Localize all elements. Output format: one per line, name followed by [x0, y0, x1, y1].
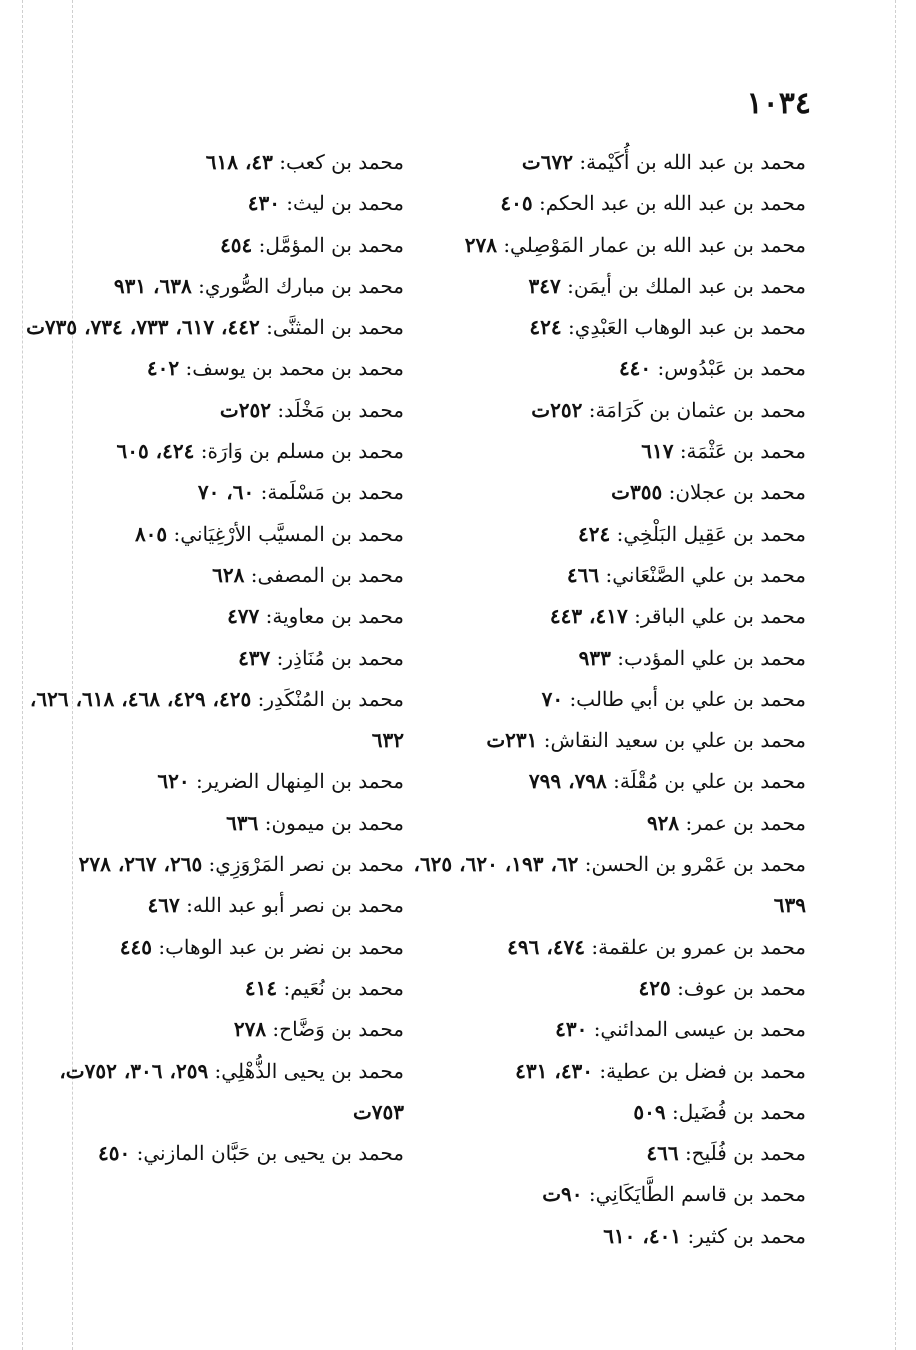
- entry-references: ٤٧٤، ٤٩٦: [507, 934, 586, 959]
- entry-references: ٤٢٥، ٤٢٩، ٤٦٨، ٦١٨، ٦٢٦، ٦٣٢: [29, 686, 404, 753]
- entry-name: محمد بن يحيى بن حَبَّان المازني:: [136, 1141, 404, 1166]
- entry-references: ٦٧٢ت: [521, 150, 573, 174]
- entry-name: محمد بن فُلَيح:: [684, 1141, 806, 1166]
- entry-references: ٨٠٥: [134, 521, 168, 546]
- entry-name: محمد بن كثير:: [687, 1223, 806, 1248]
- entry-references: ٣٤٧: [528, 273, 561, 298]
- index-column-right: [386, 142, 806, 1257]
- index-entry: [386, 266, 806, 307]
- entry-name: محمد بن عوف:: [677, 975, 806, 1000]
- index-entry: [14, 307, 404, 348]
- entry-name: محمد بن عَثْمَة:: [679, 439, 806, 464]
- entry-name: محمد بن المِنهال الضرير:: [195, 769, 404, 794]
- index-entry: [386, 307, 806, 348]
- index-entry: [14, 431, 404, 472]
- index-entry: [386, 596, 806, 637]
- entry-name: محمد بن عبد الوهاب العَبْدِي:: [567, 315, 806, 340]
- entry-name: محمد بن نضر بن عبد الوهاب:: [158, 934, 404, 959]
- entry-references: ٤٥٠: [98, 1141, 131, 1166]
- entry-name: محمد بن فضل بن عطية:: [599, 1058, 806, 1083]
- entry-name: محمد بن مَسْلَمة:: [260, 480, 404, 505]
- index-entry: [14, 1133, 404, 1174]
- entry-references: ٢٣١ت: [486, 728, 538, 753]
- entry-name: محمد بن عَمْرو بن الحسن:: [584, 852, 806, 877]
- entry-references: ٢٧٨: [233, 1017, 267, 1042]
- index-entry: [14, 596, 404, 637]
- entry-name: محمد بن قاسم الطَّايَكَانِي:: [588, 1182, 806, 1207]
- index-entry: [386, 1009, 806, 1050]
- entry-references: ٣٥٥ت: [611, 480, 663, 505]
- index-entry: [14, 266, 404, 307]
- index-entry: [386, 225, 806, 266]
- index-entry: [14, 638, 404, 679]
- entry-name: محمد بن علي المؤدب:: [617, 645, 806, 670]
- entry-references: ٤٤٥: [119, 934, 152, 959]
- entry-references: ٤٢٥: [638, 975, 671, 1000]
- entry-references: ٢٧٨: [464, 232, 497, 257]
- index-entry: [386, 968, 806, 1009]
- entry-name: محمد بن عَقِيل البَلْخِي:: [616, 521, 806, 546]
- entry-references: ٧٩٨، ٧٩٩: [528, 769, 607, 794]
- entry-name: محمد بن ليث:: [286, 191, 404, 216]
- entry-name: محمد بن علي بن مُقْلَة:: [613, 769, 806, 794]
- index-entry: [14, 142, 404, 183]
- entry-name: محمد بن عمرو بن علقمة:: [591, 934, 806, 959]
- index-entry: [14, 183, 404, 224]
- index-entry: [14, 472, 404, 513]
- entry-name: محمد بن علي الصَّنْعَاني:: [605, 562, 806, 587]
- entry-references: ٩٢٨: [646, 810, 680, 835]
- entry-name: محمد بن ميمون:: [264, 810, 404, 835]
- entry-references: ٤٢٤: [529, 315, 562, 340]
- entry-references: ٤٣٠: [247, 191, 280, 216]
- entry-name: محمد بن كعب:: [279, 150, 404, 174]
- index-entry: [386, 1051, 806, 1092]
- index-entry: [386, 348, 806, 389]
- index-entry: [386, 1133, 806, 1174]
- index-entry: [14, 844, 404, 885]
- index-entry: [14, 225, 404, 266]
- index-column-left: [14, 142, 404, 1174]
- entry-name: محمد بن نصر المَرْوَزِي:: [208, 852, 404, 877]
- entry-references: ٤٦٧: [147, 893, 180, 918]
- entry-references: ٦١٧: [641, 439, 674, 464]
- index-entry: [386, 431, 806, 472]
- entry-name: محمد بن فُضَيل:: [671, 1099, 806, 1124]
- entry-references: ٩٣٣: [578, 645, 611, 670]
- entry-name: محمد بن مُنَاذِر:: [276, 645, 404, 670]
- entry-name: محمد بن المسيَّب الأرْغِيَاني:: [173, 521, 404, 546]
- entry-name: محمد بن عجلان:: [668, 480, 806, 505]
- entry-name: محمد بن علي بن أبي طالب:: [569, 686, 806, 711]
- index-entry: [386, 1174, 806, 1215]
- entry-name: محمد بن مَخْلَد:: [277, 397, 404, 422]
- entry-references: ٦٢، ١٩٣، ٦٢٠، ٦٢٥، ٦٣٩: [413, 852, 806, 918]
- index-entry: [386, 555, 806, 596]
- index-entry: [14, 1009, 404, 1050]
- index-entry: [386, 927, 806, 968]
- index-entry: [14, 679, 404, 762]
- entry-references: ٩٠ت: [542, 1182, 583, 1207]
- entry-name: محمد بن عَبْدُوس:: [657, 356, 806, 381]
- index-entry: [14, 514, 404, 555]
- entry-name: محمد بن يحيى الذُّهْلِي:: [214, 1058, 404, 1083]
- entry-references: ٤٣٠: [555, 1017, 588, 1042]
- entry-name: محمد بن عبد الله بن عمار المَوْصِلي:: [503, 232, 806, 257]
- index-entry: [386, 761, 806, 802]
- entry-references: ٤٢٤، ٦٠٥: [116, 439, 195, 464]
- entry-name: محمد بن عثمان بن كَرَامَة:: [588, 397, 806, 422]
- index-entry: [386, 390, 806, 431]
- index-entry: [386, 472, 806, 513]
- entry-references: ٦٣٦: [226, 810, 259, 835]
- entry-name: محمد بن عمر:: [685, 810, 806, 835]
- entry-references: ٢٦٥، ٢٦٧، ٢٧٨: [78, 852, 203, 877]
- entry-name: محمد بن نُعَيم:: [283, 975, 404, 1000]
- entry-name: محمد بن عبد الملك بن أيمَن:: [567, 273, 806, 298]
- entry-references: ٤٤٠: [618, 356, 652, 381]
- index-entry: [386, 1216, 806, 1257]
- entry-references: ٤٥٤: [220, 232, 253, 257]
- entry-name: محمد بن المُنْكَدِر:: [257, 686, 404, 711]
- index-entry: [386, 844, 806, 927]
- page-number: ١٠٣٤: [746, 86, 811, 121]
- entry-references: ٢٥٩، ٣٠٦، ٧٥٢ت، ٧٥٣ت: [59, 1058, 404, 1124]
- entry-references: ٦٠، ٧٠: [197, 480, 255, 505]
- entry-references: ٦٢٨: [212, 562, 245, 587]
- entry-references: ٤٣٠، ٤٣١: [515, 1058, 594, 1083]
- index-entry: [386, 803, 806, 844]
- entry-references: ٥٠٩: [633, 1099, 666, 1124]
- index-entry: [14, 390, 404, 431]
- index-entry: [386, 142, 806, 183]
- entry-references: ٤٣٧: [238, 645, 271, 670]
- entry-name: محمد بن مسلم بن وَارَة:: [200, 439, 404, 464]
- entry-references: ٤٤٢، ٦١٧، ٧٣٣، ٧٣٤، ٧٣٥ت: [26, 315, 260, 340]
- index-entry: [14, 555, 404, 596]
- index-entry: [386, 720, 806, 761]
- entry-references: ٦٢٠: [157, 769, 190, 794]
- index-entry: [14, 885, 404, 926]
- entry-name: محمد بن عيسى المدائني:: [593, 1017, 806, 1042]
- entry-references: ٤٠٢: [146, 356, 180, 381]
- entry-name: محمد بن وَضَّاح:: [272, 1017, 404, 1042]
- entry-name: محمد بن المثنَّى:: [266, 315, 404, 340]
- entry-name: محمد بن محمد بن يوسف:: [185, 356, 404, 381]
- index-entry: [14, 1051, 404, 1134]
- index-entry: [386, 514, 806, 555]
- index-entry: [14, 968, 404, 1009]
- entry-name: محمد بن المؤمَّل:: [258, 232, 404, 257]
- entry-references: ٢٥٢ت: [219, 397, 271, 422]
- index-entry: [14, 803, 404, 844]
- scan-margin-line: [895, 0, 896, 1350]
- entry-references: ٧٠: [541, 686, 564, 711]
- index-entry: [386, 1092, 806, 1133]
- entry-references: ٤٦٦: [646, 1141, 679, 1166]
- entry-name: محمد بن معاوية:: [265, 604, 404, 629]
- index-entry: [14, 761, 404, 802]
- entry-references: ٦٣٨، ٩٣١: [113, 273, 192, 298]
- entry-references: ٤٠١، ٦١٠: [603, 1223, 682, 1248]
- index-entry: [386, 183, 806, 224]
- index-entry: [14, 348, 404, 389]
- entry-name: محمد بن عبد الله بن أُكَيْمة:: [579, 150, 806, 174]
- index-entry: [386, 638, 806, 679]
- entry-references: ٤١٧، ٤٤٣: [549, 604, 628, 629]
- index-entry: [386, 679, 806, 720]
- index-entry: [14, 927, 404, 968]
- entry-references: ٤٣، ٦١٨: [205, 150, 273, 174]
- entry-name: محمد بن المصفى:: [250, 562, 404, 587]
- entry-name: محمد بن نصر أبو عبد الله:: [186, 893, 404, 918]
- entry-name: محمد بن علي بن سعيد النقاش:: [543, 728, 806, 753]
- entry-name: محمد بن علي الباقر:: [634, 604, 806, 629]
- entry-name: محمد بن عبد الله بن عبد الحكم:: [539, 191, 806, 216]
- entry-references: ٤١٤: [244, 975, 278, 1000]
- entry-name: محمد بن مبارك الصُّوري:: [198, 273, 404, 298]
- entry-references: ٤٧٧: [227, 604, 260, 629]
- entry-references: ٤٦٦: [566, 562, 600, 587]
- entry-references: ٤٠٥: [500, 191, 533, 216]
- entry-references: ٤٢٤: [578, 521, 611, 546]
- entry-references: ٢٥٢ت: [531, 397, 583, 422]
